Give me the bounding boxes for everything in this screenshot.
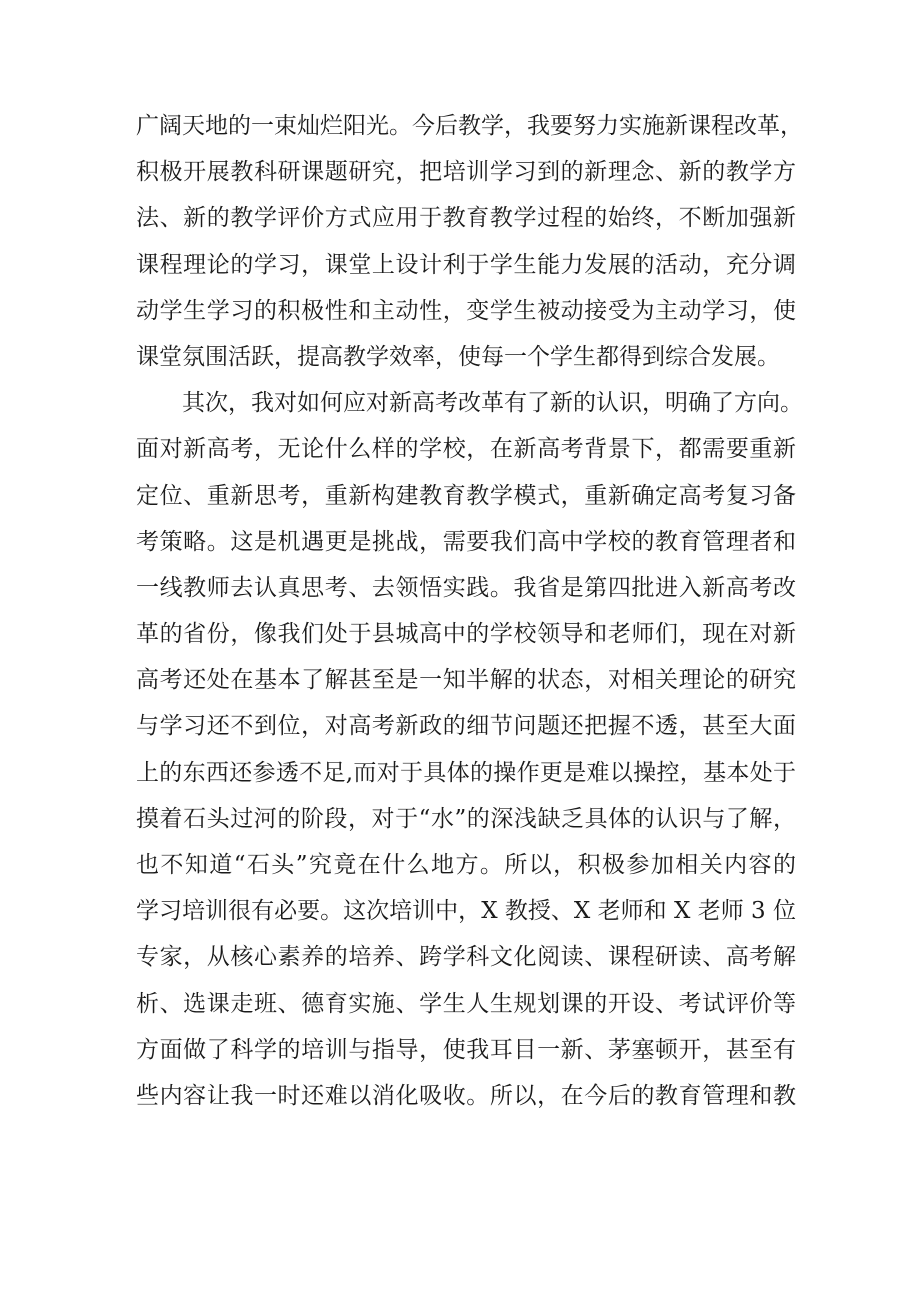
text-line-18: 学习培训很有必要。这次培训中，X 教授、X 老师和 X 老师 3 位 [136,898,796,925]
text-line-9: 定位、重新思考，重新构建教育教学模式，重新确定高考复习备 [136,482,796,509]
text-line-8: 面对新高考，无论什么样的学校，在新高考背景下，都需要重新 [136,436,796,463]
text-line-4: 课程理论的学习，课堂上设计利于学生能力发展的活动，充分调 [136,251,796,278]
text-line-6: 课堂氛围活跃，提高教学效率，使每一个学生都得到综合发展。 [136,343,780,370]
text-line-3: 法、新的教学评价方式应用于教育教学过程的始终，不断加强新 [136,205,796,232]
text-line-19: 专家，从核心素养的培养、跨学科文化阅读、课程研读、高考解 [136,944,796,971]
text-line-13: 高考还处在基本了解甚至是一知半解的状态，对相关理论的研究 [136,667,796,694]
text-line-22: 些内容让我一时还难以消化吸收。所以，在今后的教育管理和教 [136,1082,796,1109]
text-line-7: 其次，我对如何应对新高考改革有了新的认识，明确了方向。 [182,390,803,417]
text-line-10: 考策略。这是机遇更是挑战，需要我们高中学校的教育管理者和 [136,528,796,555]
text-line-14: 与学习还不到位，对高考新政的细节问题还把握不透，甚至大面 [136,713,796,740]
body-text [136,103,803,1119]
text-line-16: 摸着石头过河的阶段，对于“水”的深浅缺乏具体的认识与了解， [136,805,796,832]
text-line-11: 一线教师去认真思考、去领悟实践。我省是第四批进入新高考改 [136,574,796,601]
text-line-20: 析、选课走班、德育实施、学生人生规划课的开设、考试评价等 [136,990,796,1017]
text-line-5: 动学生学习的积极性和主动性，变学生被动接受为主动学习，使 [136,297,796,324]
text-line-21: 方面做了科学的培训与指导，使我耳目一新、茅塞顿开，甚至有 [136,1036,796,1063]
text-line-15: 上的东西还参透不足,而对于具体的操作更是难以操控，基本处于 [136,759,796,786]
text-line-1: 广阔天地的一束灿烂阳光。今后教学，我要努力实施新课程改革， [136,113,803,139]
text-line-2: 积极开展教科研课题研究，把培训学习到的新理念、新的教学方 [136,159,796,186]
text-line-12: 革的省份，像我们处于县城高中的学校领导和老师们，现在对新 [136,621,796,648]
text-line-17: 也不知道“石头”究竟在什么地方。所以，积极参加相关内容的 [136,852,796,878]
